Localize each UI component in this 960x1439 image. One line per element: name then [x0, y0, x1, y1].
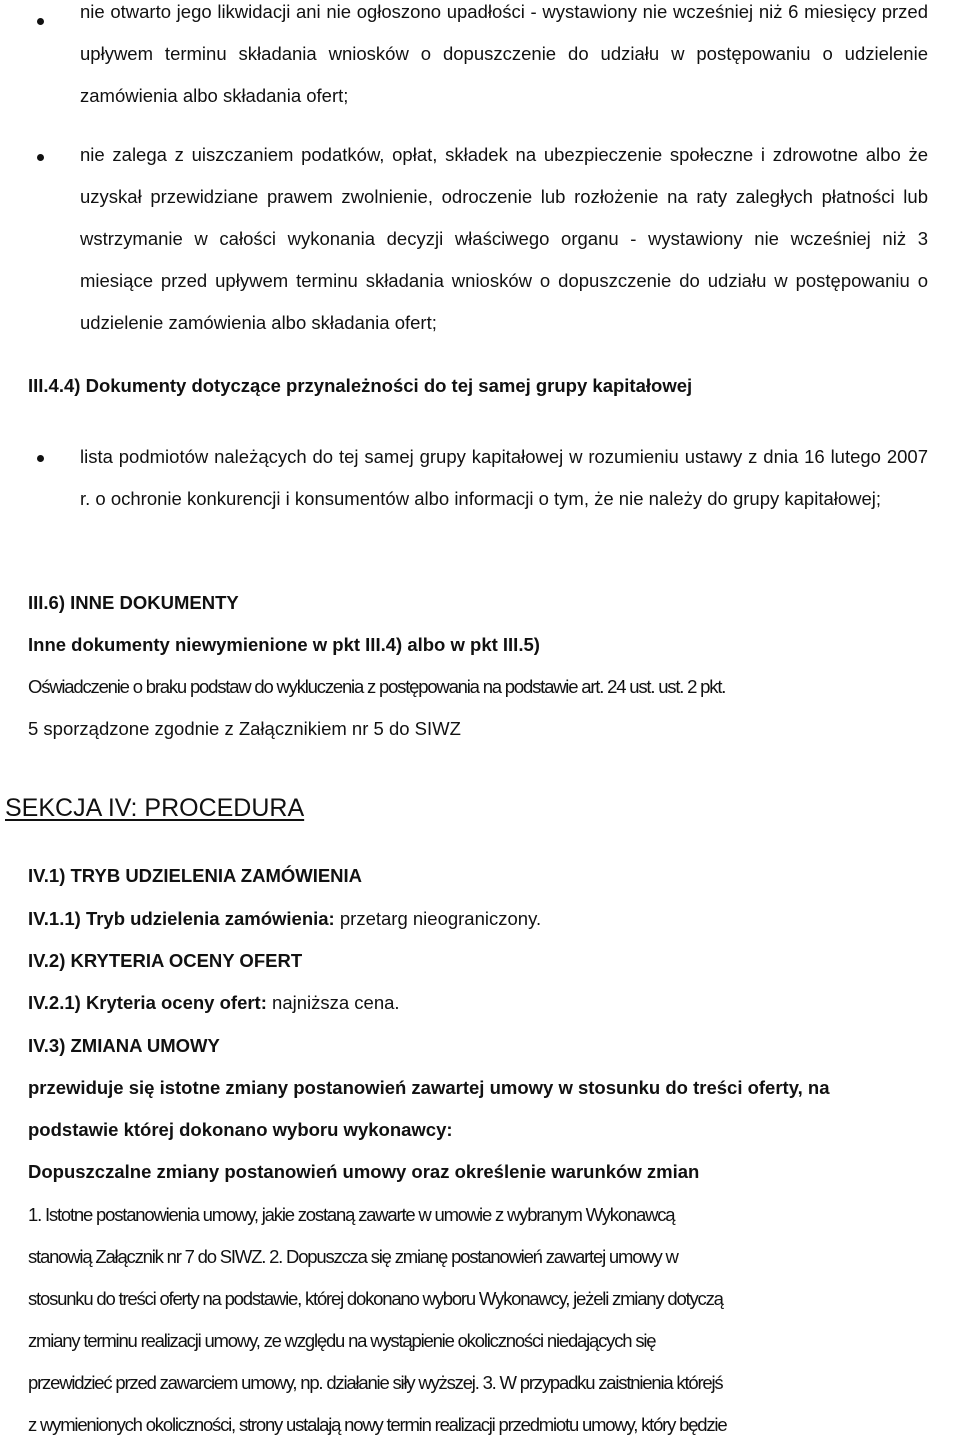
section-subheading-43: Dopuszczalne zmiany postanowień umowy oraz określenie warunków zmian: [28, 1161, 700, 1182]
paragraph-line: stanowią Załącznik nr 7 do SIWZ. 2. Dopuszcza się zmianę postanowień zawartej umowy w: [28, 1246, 678, 1267]
field-label: IV.2.1) Kryteria oceny ofert:: [28, 992, 267, 1013]
field-label: IV.1.1) Tryb udzielenia zamówienia:: [28, 908, 335, 929]
paragraph-line: stosunku do treści oferty na podstawie, której dokonano wyboru Wykonawcy, jeżeli zmiany dotyczą: [28, 1288, 723, 1309]
section-title: SEKCJA IV: PROCEDURA: [5, 794, 305, 822]
paragraph-line: zmiany terminu realizacji umowy, ze względu na wystąpienie okoliczności niedających się: [28, 1330, 656, 1351]
bullet-icon: [37, 154, 44, 161]
section-heading-36: III.6) INNE DOKUMENTY: [28, 592, 239, 613]
paragraph-line: podstawie której dokonano wyboru wykonawcy:: [28, 1119, 453, 1140]
bullet-text: nie otwarto jego likwidacji ani nie ogłoszono upadłości - wystawiony nie wcześniej niż 6 miesięcy przed upływem terminu składania wniosków o dopuszczenie do udziału w postępowaniu o udzielenie zamówienia albo składania ofert;: [80, 1, 928, 106]
field-value: najniższa cena.: [266, 992, 400, 1013]
bullet-icon: [37, 455, 44, 462]
paragraph-line: przewiduje się istotne zmiany postanowień zawartej umowy w stosunku do treści oferty, na: [28, 1077, 830, 1098]
paragraph-line: Oświadczenie o braku podstaw do wykluczenia z postępowania na podstawie art. 24 ust. ust. 2 pkt.: [28, 676, 726, 697]
field-row: [28, 905, 928, 933]
field-row: [28, 989, 928, 1017]
paragraph-line: 1. Istotne postanowienia umowy, jakie zostaną zawarte w umowie z wybranym Wykonawcą: [28, 1204, 675, 1225]
field-value: przetarg nieograniczony.: [334, 908, 542, 929]
paragraph-line: przewidzieć przed zawarciem umowy, np. działanie siły wyższej. 3. W przypadku zaistnienia którejś: [28, 1372, 723, 1393]
bullet-text: lista podmiotów należących do tej samej grupy kapitałowej w rozumieniu ustawy z dnia 16 lutego 2007 r. o ochronie konkurencji i konsumentów albo informacji o tym, że nie należy do grupy kapitałowej;: [80, 446, 928, 509]
section-heading-344: III.4.4) Dokumenty dotyczące przynależności do tej samej grupy kapitałowej: [28, 375, 693, 396]
paragraph-line: z wymienionych okoliczności, strony ustalają nowy termin realizacji przedmiotu umowy, który będzie: [28, 1414, 727, 1435]
bullet-icon: [37, 18, 44, 25]
bullet-text: nie zalega z uiszczaniem podatków, opłat, składek na ubezpieczenie społeczne i zdrowotne albo że uzyskał przewidziane prawem zwolnienie, odroczenie lub rozłożenie na raty zaległych płatności lub wstrzymanie w całości wykonania decyzji właściwego organu - wystawiony nie wcześniej niż 3 miesiące przed upływem terminu składania wniosków o dopuszczenie do udziału w postępowaniu o udzielenie zamówienia albo składania ofert;: [80, 144, 928, 333]
section-heading-43: IV.3) ZMIANA UMOWY: [28, 1035, 220, 1056]
section-subheading-36: Inne dokumenty niewymienione w pkt III.4) albo w pkt III.5): [28, 634, 540, 655]
section-heading-42: IV.2) KRYTERIA OCENY OFERT: [28, 950, 303, 971]
section-heading-41: IV.1) TRYB UDZIELENIA ZAMÓWIENIA: [28, 865, 363, 886]
paragraph-line: 5 sporządzone zgodnie z Załącznikiem nr 5 do SIWZ: [28, 718, 461, 739]
